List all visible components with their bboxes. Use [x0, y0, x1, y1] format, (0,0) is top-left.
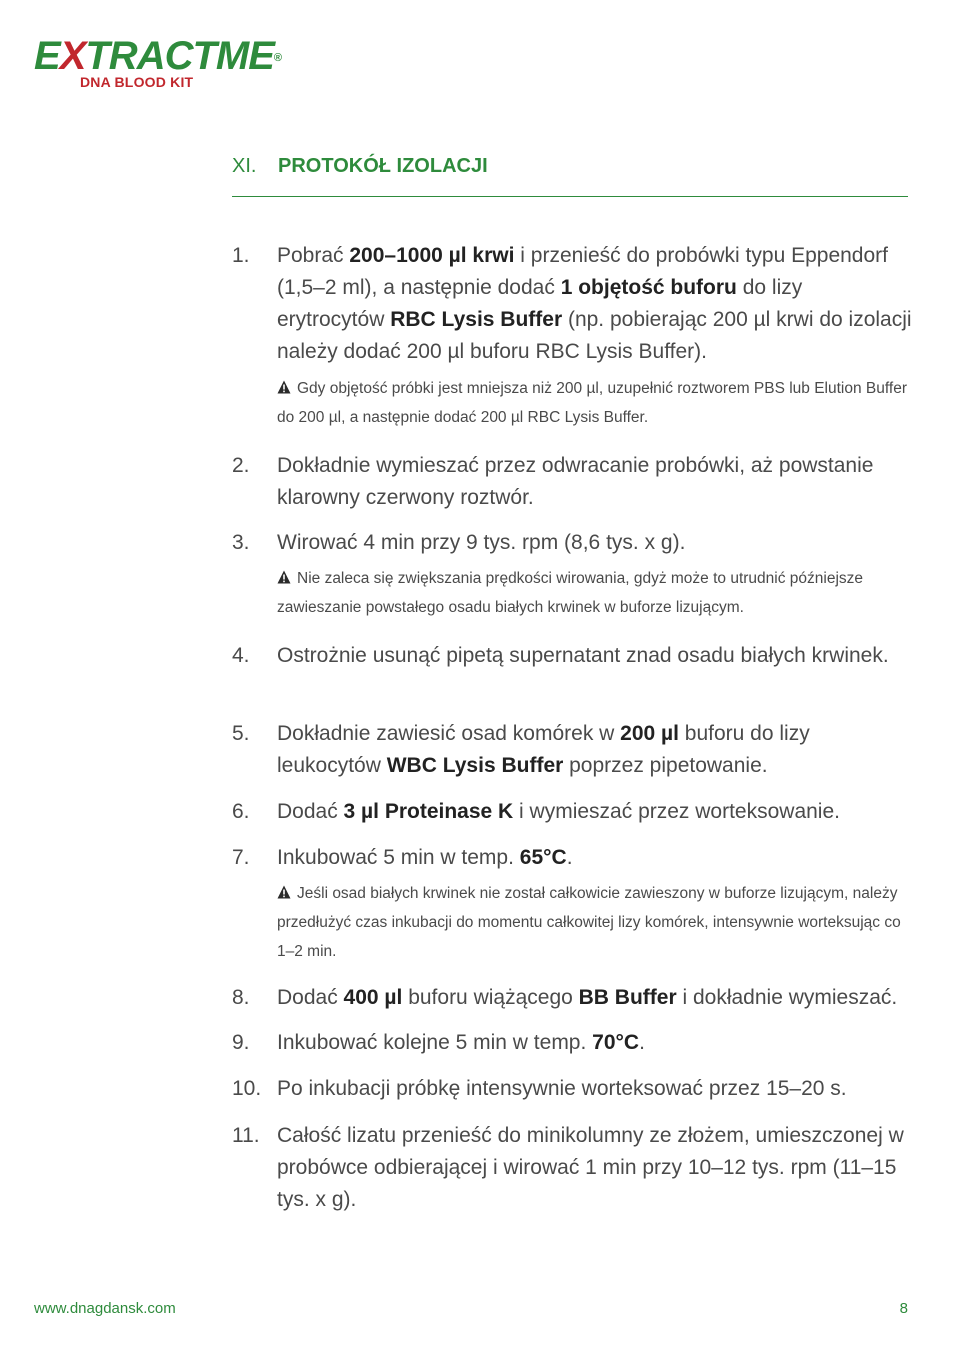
warning-note-1: [277, 374, 917, 432]
note-text: Jeśli osad białych krwinek nie został całkowicie zawieszony w buforze lizującym, należy przedłużyć czas inkubacji do momentu całkowitej lizy komórek, intensywnie worteksując co 1–2 min.: [277, 885, 901, 960]
brand-logo: [34, 34, 282, 96]
step-10: [232, 1073, 912, 1105]
warning-note-2: [277, 564, 917, 622]
section-number: XI.: [232, 155, 257, 177]
footer-website-link[interactable]: www.dnagdansk.com: [34, 1300, 176, 1317]
step-text: Dodać 400 µl buforu wiążącego BB Buffer i dokładnie wymieszać.: [277, 986, 898, 1009]
step-text: Pobrać 200–1000 µl krwi i przenieść do probówki typu Eppendorf (1,5–2 ml), a następnie dodać 1 objętość buforu do lizy erytrocytów RBC Lysis Buffer (np. pobierając 200 µl krwi do izolacji należy dodać 200 µl buforu RBC Lysis Buffer).: [277, 244, 912, 363]
step-number: 10.: [232, 1077, 262, 1100]
logo-subtitle: DNA BLOOD KIT: [80, 74, 194, 90]
section-divider: [232, 196, 908, 197]
step-7: [232, 842, 912, 874]
step-4: [232, 640, 912, 672]
warning-icon: [277, 380, 291, 394]
step-11: [232, 1120, 912, 1216]
registered-mark: ®: [273, 52, 282, 64]
step-9: [232, 1027, 912, 1059]
step-number: 6.: [232, 800, 250, 823]
step-6: [232, 796, 912, 828]
step-text: Dokładnie wymieszać przez odwracanie probówki, aż powstanie klarowny czerwony roztwór.: [277, 454, 874, 509]
logo-wordmark: [34, 36, 281, 76]
step-1: [232, 240, 912, 368]
step-5: [232, 718, 912, 782]
step-number: 2.: [232, 454, 250, 477]
step-text: Całość lizatu przenieść do minikolumny ze złożem, umieszczonej w probówce odbierającej i wirować 1 min przy 10–12 tys. rpm (11–15 tys. x g).: [277, 1124, 904, 1211]
logo-letter-e: E: [34, 34, 60, 78]
note-text: Gdy objętość próbki jest mniejsza niż 200 µl, uzupełnić roztworem PBS lub Elution Buffer do 200 µl, a następnie dodać 200 µl RBC Lysis Buffer.: [277, 380, 907, 426]
step-number: 7.: [232, 846, 250, 869]
step-number: 4.: [232, 644, 250, 667]
step-number: 9.: [232, 1031, 250, 1054]
note-text: Nie zaleca się zwiększania prędkości wirowania, gdyż może to utrudnić późniejsze zawieszanie powstałego osadu białych krwinek w buforze lizującym.: [277, 570, 864, 616]
step-number: 5.: [232, 722, 250, 745]
warning-icon: [277, 885, 291, 899]
step-text: Po inkubacji próbkę intensywnie worteksować przez 15–20 s.: [277, 1077, 847, 1100]
warning-note-3: [277, 879, 917, 966]
step-text: Dokładnie zawiesić osad komórek w 200 µl buforu do lizy leukocytów WBC Lysis Buffer poprzez pipetowanie.: [277, 722, 810, 777]
logo-rest: TRACTME: [85, 34, 274, 78]
step-text: Inkubować 5 min w temp. 65°C.: [277, 846, 573, 869]
step-text: Wirować 4 min przy 9 tys. rpm (8,6 tys. x g).: [277, 531, 686, 554]
step-text: Inkubować kolejne 5 min w temp. 70°C.: [277, 1031, 645, 1054]
step-2: [232, 450, 912, 514]
page-number: 8: [899, 1300, 908, 1317]
section-heading: [232, 155, 488, 178]
section-title: PROTOKÓŁ IZOLACJI: [278, 155, 488, 177]
step-number: 11.: [232, 1124, 260, 1147]
step-number: 8.: [232, 986, 250, 1009]
step-8: [232, 982, 912, 1014]
step-text: Ostrożnie usunąć pipetą supernatant znad osadu białych krwinek.: [277, 644, 889, 667]
warning-icon: [277, 570, 291, 584]
step-text: Dodać 3 µl Proteinase K i wymieszać przez worteksowanie.: [277, 800, 840, 823]
logo-letter-x: X: [59, 34, 86, 78]
step-number: 3.: [232, 531, 250, 554]
step-3: [232, 527, 912, 559]
step-number: 1.: [232, 244, 250, 267]
